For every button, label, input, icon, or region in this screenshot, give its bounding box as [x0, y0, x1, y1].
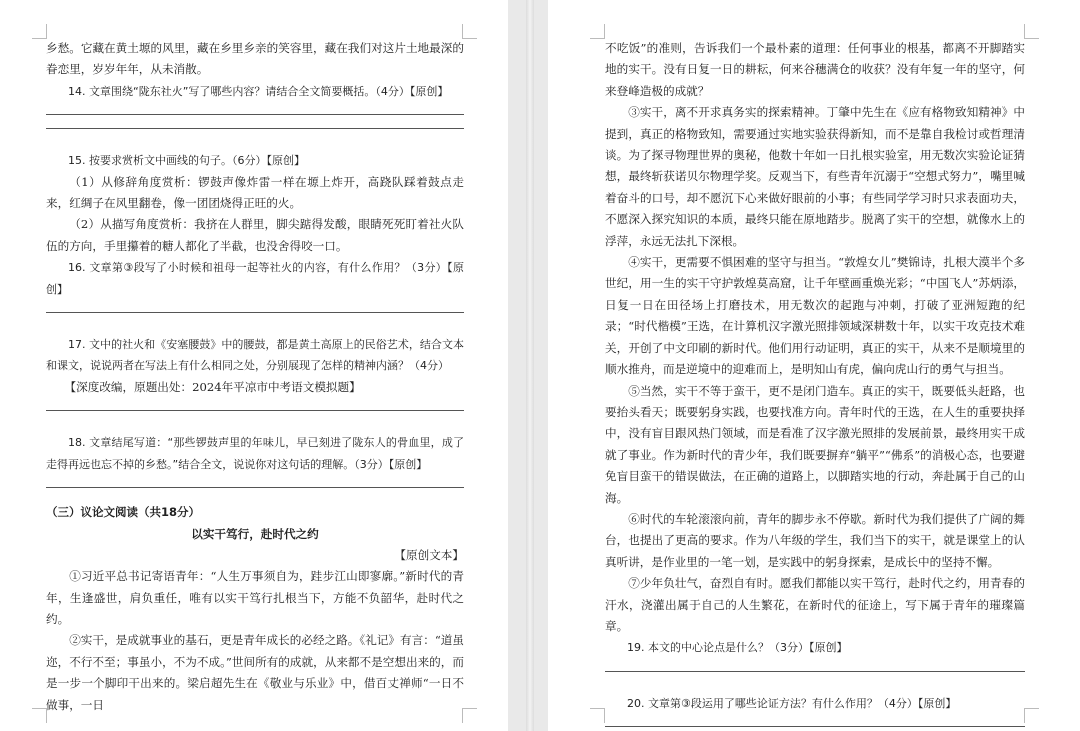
- article-title: 以实干笃行，赴时代之约: [191, 527, 319, 542]
- question-15-part-1: （1）从修辞角度赏析：锣鼓声像炸雷一样在塬上炸开，高跷队踩着鼓点走来，红绸子在风里翻卷，像一团团烧得正旺的火。: [46, 174, 464, 211]
- section-title: （三）议论文阅读（共18分）: [46, 505, 201, 520]
- corner-mark: [32, 708, 47, 723]
- article-paragraph-2: ②实干，是成就事业的基石，更是青年成长的必经之路。《礼记》有言：“道虽迩，不行不至；事虽小，不为不成。”世间所有的成就，从来都不是空想出来的，而是一步一个脚印干出来的。梁启超先生在《敬业与乐业》中，借百丈禅师“一日不做事，一日: [46, 633, 464, 712]
- right-content: [605, 38, 1025, 731]
- corner-mark: [462, 24, 477, 39]
- corner-mark: [590, 708, 605, 723]
- article-paragraph-6: ⑥时代的车轮滚滚向前，青年的脚步永不停歇。新时代为我们提供了广阔的舞台，也提出了更高的要求。作为八年级的学生，我们当下的实干，就是课堂上的认真听讲，是作业里的一笔一划，是实践中的躬身探索，是成长中的坚持不懈。: [605, 511, 1025, 569]
- page-right: [548, 0, 1080, 731]
- question-17: 17. 文中的社火和《安塞腰鼓》中的腰鼓，都是黄土高原上的民俗艺术，结合文本和课文，说说两者在写法上有什么相同之处，分别展现了怎样的精神内涵？（4分）: [46, 338, 464, 373]
- answer-line[interactable]: [46, 487, 464, 488]
- article-paragraph-1: ①习近平总书记寄语青年：“人生万事须自为，跬步江山即寥廓。”新时代的青年，生逢盛世，肩负重任，唯有以实干笃行扎根当下，方能不负韶华，赴时代之约。: [46, 569, 464, 626]
- answer-line[interactable]: [46, 128, 464, 129]
- question-20: 20. 文章第③段运用了哪些论证方法？有什么作用？（4分）【原创】: [627, 696, 957, 710]
- page-left: [0, 0, 508, 731]
- question-18: 18. 文章结尾写道：“那些锣鼓声里的年味儿，早已刻进了陇东人的骨血里，成了走得再远也忘不掉的乡愁。”结合全文，说说你对这句话的理解。（3分）【原创】: [46, 436, 464, 471]
- answer-line[interactable]: [605, 671, 1025, 672]
- question-14: 14. 文章围绕“陇东社火”写了哪些内容？请结合全文简要概括。（4分）【原创】: [68, 84, 449, 98]
- left-content: [46, 38, 464, 716]
- corner-mark: [590, 24, 605, 39]
- question-16: 16. 文章第③段写了小时候和祖母一起等社火的内容，有什么作用？（3分）【原创】: [46, 261, 464, 296]
- article-paragraph-5: ⑤当然，实干不等于蛮干，更不是闭门造车。真正的实干，既要低头赶路，也要抬头看天；既要躬身实践，也要找准方向。青年时代的王选，在人生的重要抉择中，没有盲目跟风热门领域，而是看准了汉字激光照排的发展前景，最终用实干成就了事业。作为新时代的青少年，我们既要摒弃“躺平”“佛系”的消极心态，也要避免盲目蛮干的错误做法，在正确的道路上，以脚踏实地的行动，奔赴属于自己的山海。: [605, 383, 1025, 505]
- corner-mark: [1024, 24, 1039, 39]
- question-15-part-2: （2）从描写角度赏析：我挤在人群里，脚尖踮得发酸，眼睛死死盯着社火队伍的方向，手里攥着的糖人都化了半截，也没舍得咬一口。: [46, 217, 464, 253]
- article-paragraph-7: ⑦少年负壮气，奋烈自有时。愿我们都能以实干笃行，赴时代之约，用青春的汗水，浇灌出属于自己的人生繁花，在新时代的征途上，写下属于青年的璀璨篇章。: [605, 576, 1025, 633]
- answer-line[interactable]: [46, 410, 464, 411]
- answer-line[interactable]: [46, 114, 464, 115]
- page-gutter-shadow: [526, 0, 534, 731]
- paragraph: 乡愁。它藏在黄土塬的风里，藏在乡里乡亲的笑容里，藏在我们对这片土地最深的眷恋里，岁岁年年，从未消散。: [46, 41, 464, 77]
- corner-mark: [462, 708, 477, 723]
- article-paragraph-4: ④实干，更需要不惧困难的坚守与担当。“敦煌女儿”樊锦诗，扎根大漠半个多世纪，用一生的实干守护敦煌莫高窟，让千年壁画重焕光彩；“中国飞人”苏炳添，日复一日在田径场上打磨技术，用无数次的起跑与冲刺，打破了亚洲短跑的纪录；“时代楷模”王选，在计算机汉字激光照排领域深耕数十年，以实干攻克技术难关，开创了中文印刷的新时代。他们用行动证明，真正的实干，从来不是顺境里的顺水推舟，而是逆境中的迎难而上，是明知山有虎，偏向虎山行的勇气与担当。: [605, 255, 1025, 377]
- corner-mark: [1024, 708, 1039, 723]
- question-17-note: 【深度改编，原题出处：2024年平凉市中考语文模拟题】: [64, 379, 361, 394]
- article-paragraph-2-cont: 不吃饭”的准则，告诉我们一个最朴素的道理：任何事业的根基，都离不开脚踏实地的实干。没有日复一日的耕耘，何来谷穗满仓的收获？没有年复一年的坚守，何来登峰造极的成就？: [605, 41, 1025, 98]
- article-source: 【原创文本】: [394, 548, 464, 563]
- article-paragraph-3: ③实干，离不开求真务实的探索精神。丁肇中先生在《应有格物致知精神》中提到，真正的格物致知，需要通过实地实验获得新知，而不是靠自我检讨或哲理清谈。为了探寻物理世界的奥秘，他数十年如一日扎根实验室，用无数次实验论证猜想，最终斩获诺贝尔物理学奖。反观当下，有些青年沉溺于“空想式努力”，嘴里喊着奋斗的口号，却不愿沉下心来做好眼前的小事；有些同学学习时只求表面功夫，不愿深入探究知识的本质，最终只能在原地踏步。脱离了实干的空想，就像水上的浮萍，永远无法扎下深根。: [605, 105, 1025, 248]
- answer-line[interactable]: [46, 312, 464, 313]
- answer-line[interactable]: [605, 726, 1025, 727]
- question-15: 15. 按要求赏析文中画线的句子。（6分）【原创】: [68, 154, 305, 168]
- question-19: 19. 本文的中心论点是什么？（3分）【原创】: [627, 641, 848, 655]
- corner-mark: [32, 24, 47, 39]
